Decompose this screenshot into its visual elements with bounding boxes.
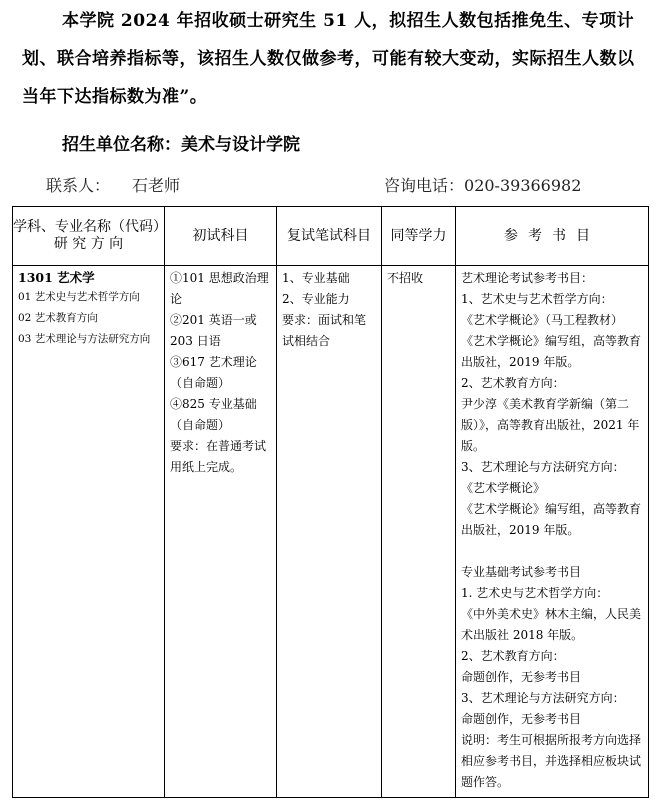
cell-retest-exam: [277, 266, 382, 798]
reference-line: 1. 艺术史与艺术哲学方向：: [461, 586, 609, 600]
retest-subject-item: 2、专业能力: [282, 292, 350, 306]
cell-initial-exam: [165, 266, 277, 798]
admission-table: [12, 206, 649, 798]
direction-item: 03 艺术理论与方法研究方向: [18, 333, 151, 345]
reference-line: 《艺术学概论》: [461, 481, 546, 495]
retest-subject-note: 要求：面试和笔试相结合: [282, 313, 367, 348]
contact-person: [46, 172, 180, 200]
initial-subject-item: ④825 专业基础（自命题）: [170, 397, 257, 432]
reference-line: 《中外美术史》林木主编，人民美术出版社 2018 年版。: [461, 607, 642, 642]
table-header-row: [13, 207, 649, 266]
reference-line: 《艺术学概论》（马工程教材）: [461, 313, 624, 327]
table-row: [13, 266, 649, 798]
contact-phone-label: 咨询电话：: [384, 176, 465, 195]
admission-unit-name: 招生单位名称：美术与设计学院: [62, 135, 300, 155]
reference-line: 命题创作，无参考书目: [461, 712, 582, 726]
header-subject-line2: 研 究 方 向: [53, 236, 124, 252]
direction-item: 01 艺术史与艺术哲学方向: [18, 291, 140, 303]
retest-subject-item: 1、专业基础: [282, 271, 350, 285]
reference-line: 2、艺术教育方向：: [461, 649, 565, 663]
reference-line: 2、艺术教育方向：: [461, 376, 565, 390]
reference-line: 3、艺术理论与方法研究方向：: [461, 691, 625, 705]
header-equivalent: 同等学力: [382, 207, 456, 266]
reference-line: 命题创作，无参考书目: [461, 670, 582, 684]
contact-phone-number: 020-39366982: [464, 176, 582, 195]
contact-person-label: 联系人：: [46, 176, 111, 195]
initial-subject-item: ①101 思想政治理论: [170, 271, 269, 306]
reference-note: 说明：考生可根据所报考方向选择相应参考书目，并选择相应板块试题作答。: [461, 733, 642, 789]
intro-paragraph: 本学院 2024 年招收硕士研究生 51 人，拟招生人数包括推免生、专项计划、联合培养指标等，该招生人数仅做参考，可能有较大变动，实际招生人数以当年下达指标数为准”。: [22, 11, 635, 107]
reference-line: 《艺术学概论》编写组，高等教育出版社，2019 年版。: [461, 334, 642, 369]
contact-person-name: 石老师: [132, 176, 181, 195]
equivalent-value: 不招收: [387, 271, 424, 285]
header-retest-exam: 复试笔试科目: [277, 207, 382, 266]
header-subject-line1: 学科、专业名称（代码）: [13, 219, 167, 235]
cell-major: [13, 266, 165, 798]
reference-line: 艺术理论考试参考书目：: [461, 271, 594, 285]
major-code: 1301 艺术学: [18, 270, 95, 285]
reference-line: 1、艺术史与艺术哲学方向：: [461, 292, 613, 306]
contact-phone: [384, 172, 581, 200]
header-reference-books: 参考书目: [456, 207, 649, 266]
initial-subject-note: 要求：在普通考试用纸上完成。: [170, 439, 267, 474]
cell-equivalent: [382, 266, 456, 798]
reference-line: 3、艺术理论与方法研究方向：: [461, 460, 625, 474]
direction-item: 02 艺术教育方向: [18, 312, 98, 324]
reference-spacer: [461, 541, 644, 562]
reference-line: 《艺术学概论》编写组，高等教育出版社，2019 年版。: [461, 502, 642, 537]
initial-subject-item: ③617 艺术理论（自命题）: [170, 355, 257, 390]
reference-line: 专业基础考试参考书目: [461, 565, 582, 579]
header-subject: [13, 207, 165, 266]
reference-line: 尹少淳《美术教育学新编（第二版）》，高等教育出版社，2021 年版。: [461, 397, 640, 453]
cell-reference-books: [456, 266, 649, 798]
header-initial-exam: 初试科目: [165, 207, 277, 266]
initial-subject-item: ②201 英语一或 203 日语: [170, 313, 257, 348]
